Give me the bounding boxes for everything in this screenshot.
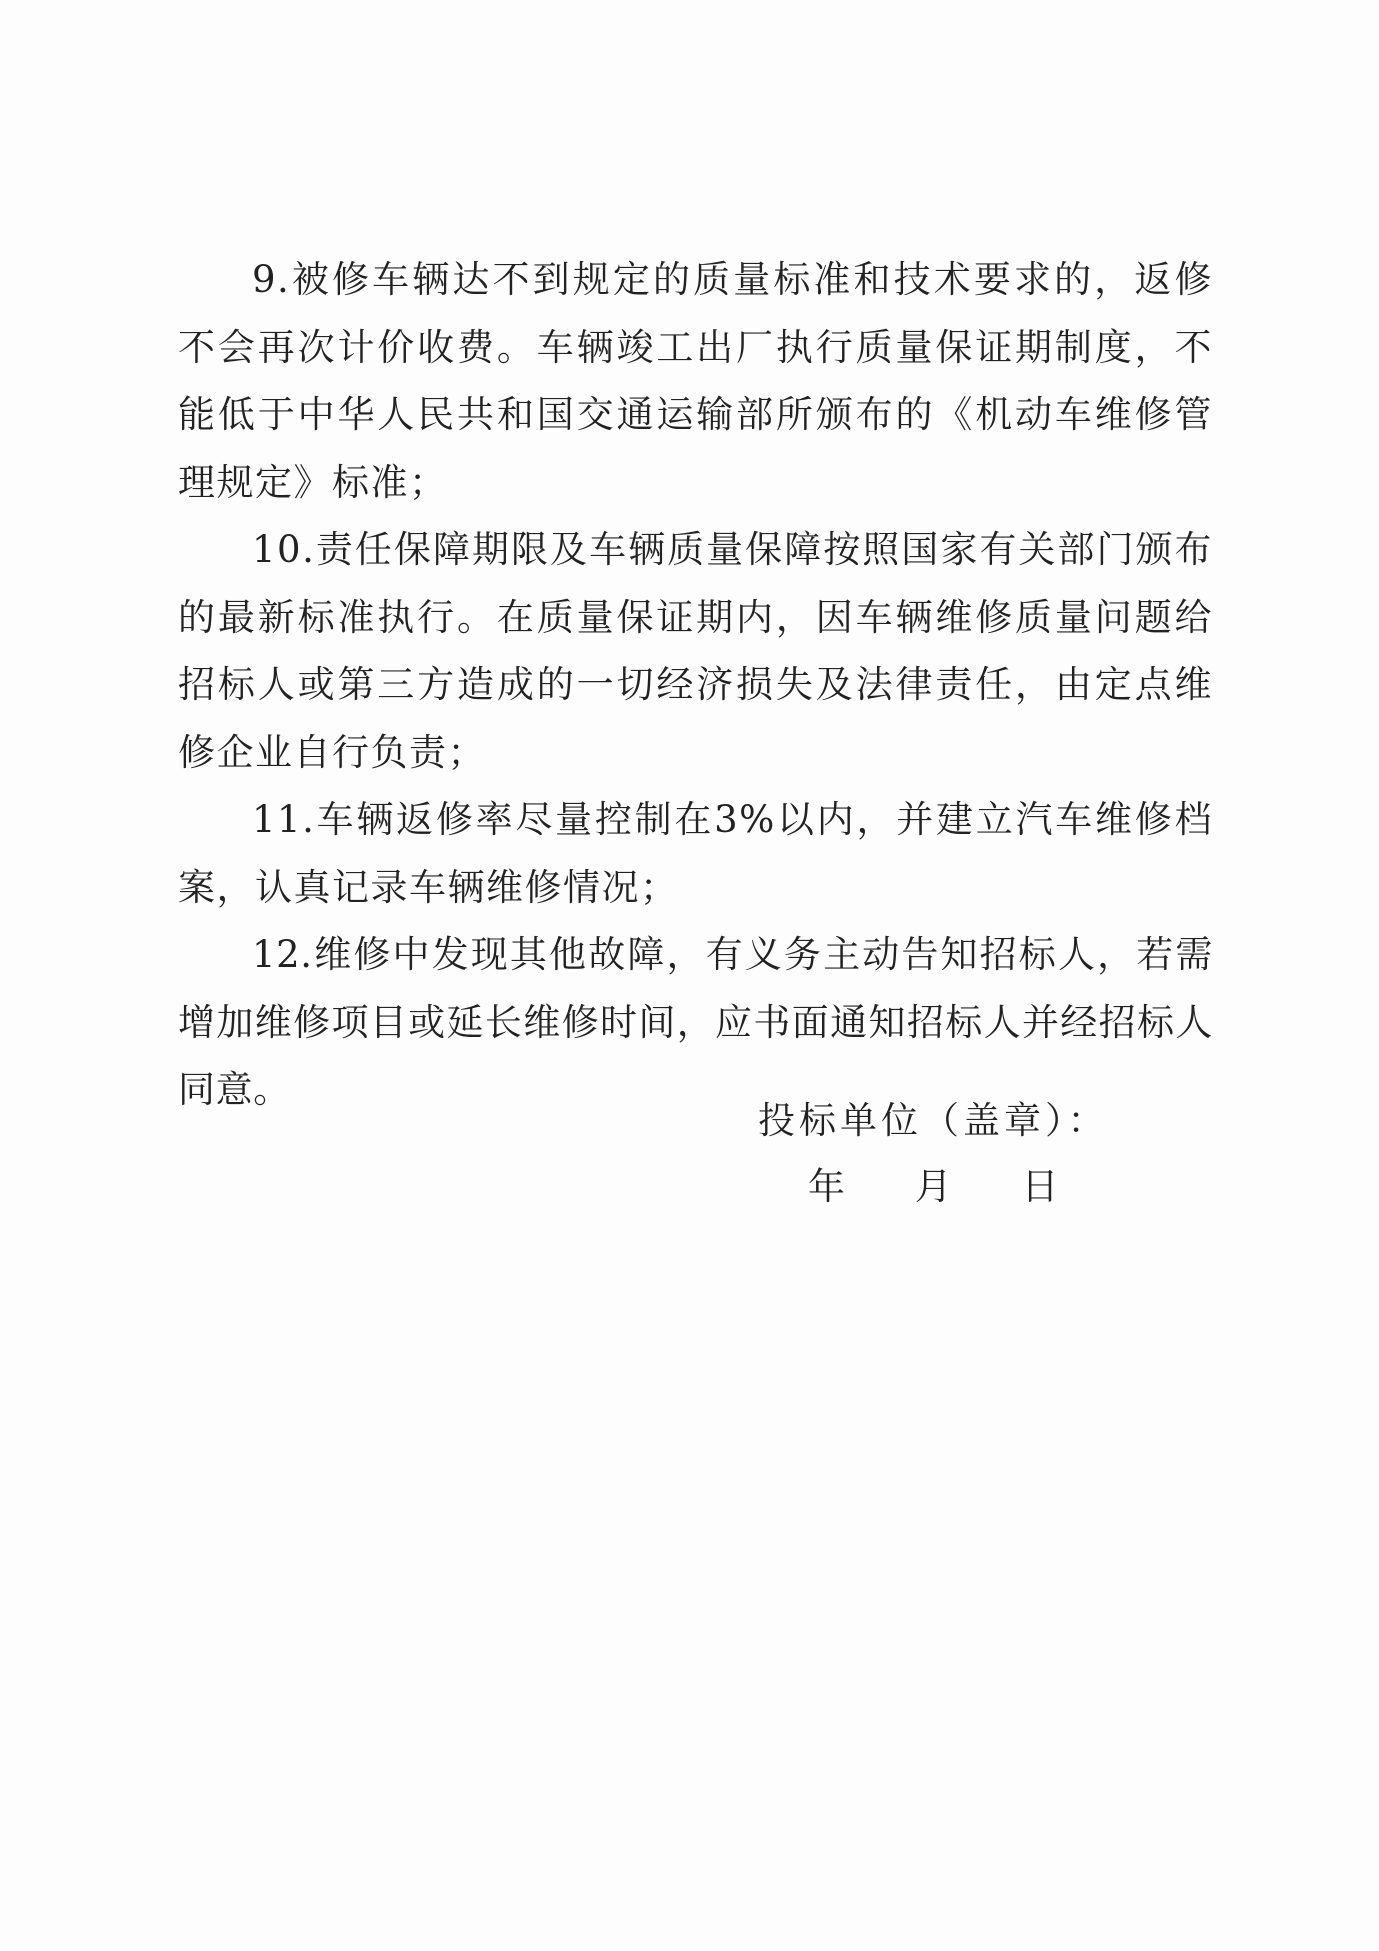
signature-block — [758, 1088, 1178, 1220]
date-day-label: 日 — [1021, 1165, 1059, 1208]
document-body — [178, 246, 1213, 1124]
date-month-label: 月 — [914, 1165, 952, 1208]
date-year-label: 年 — [808, 1165, 845, 1208]
clause-12: 12.维修中发现其他故障，有义务主动告知招标人，若需增加维修项目或延长维修时间，应书面通知招标人并经招标人同意。 — [178, 933, 1213, 1111]
clause-10: 10.责任保障期限及车辆质量保障按照国家有关部门颁布的最新标准执行。在质量保证期内，因车辆维修质量问题给招标人或第三方造成的一切经济损失及法律责任，由定点维修企业自行负责； — [178, 528, 1213, 774]
bidder-seal-label: 投标单位（盖章）： — [758, 1099, 1109, 1142]
signature-date — [758, 1154, 1178, 1220]
clause-11: 11.车辆返修率尽量控制在3%以内，并建立汽车维修档案，认真记录车辆维修情况； — [178, 798, 1213, 909]
clause-9: 9.被修车辆达不到规定的质量标准和技术要求的，返修不会再次计价收费。车辆竣工出厂执行质量保证期制度，不能低于中华人民共和国交通运输部所颁布的《机动车维修管理规定》标准； — [178, 258, 1213, 504]
